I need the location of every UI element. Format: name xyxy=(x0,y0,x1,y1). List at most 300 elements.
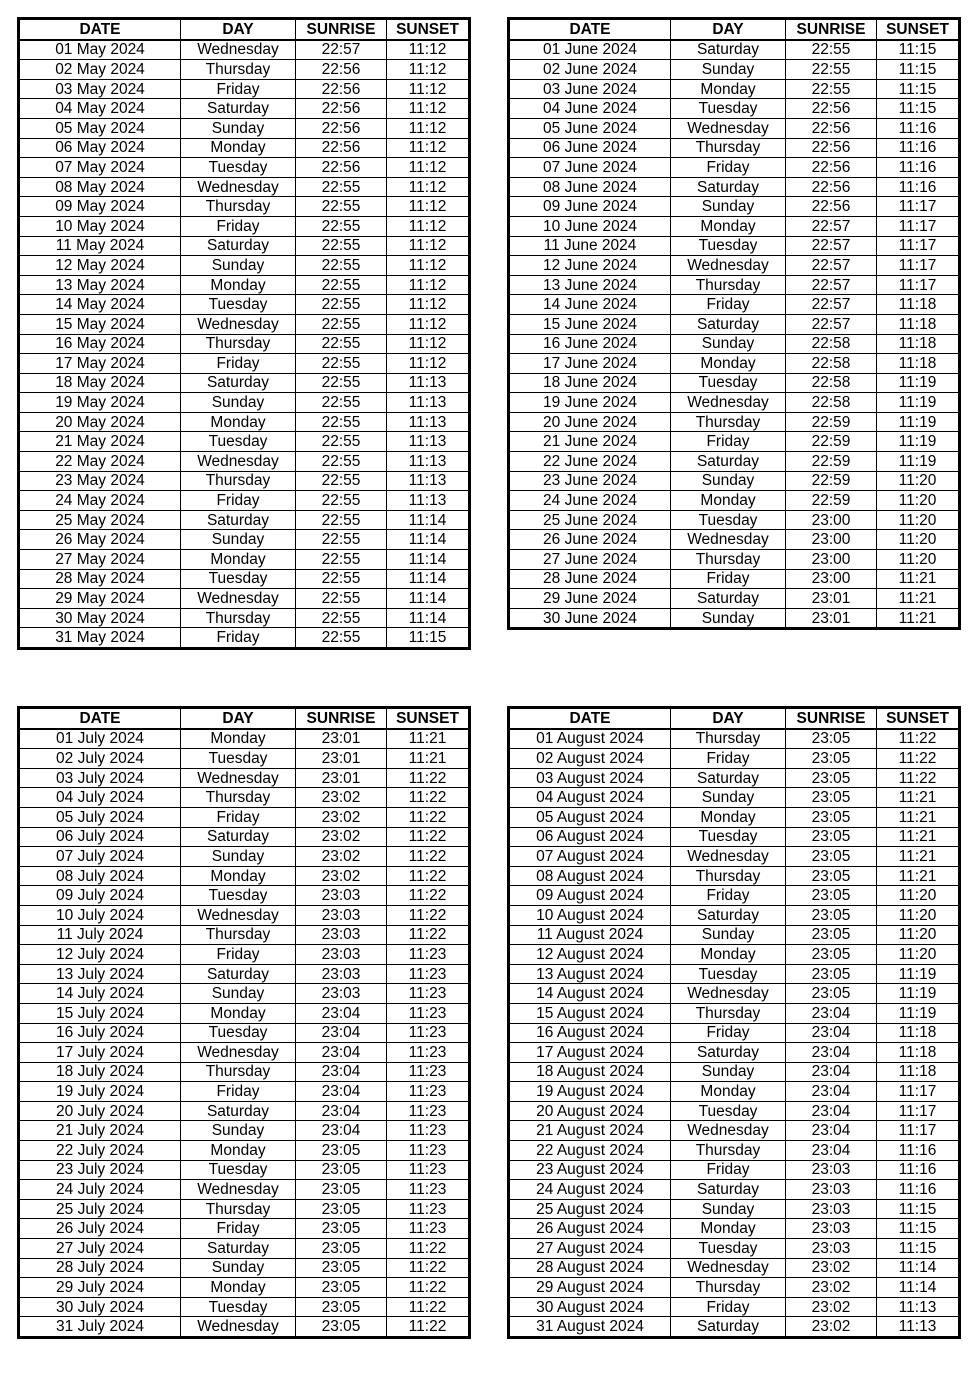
sunrise-cell: 22:55 xyxy=(296,275,387,295)
sunrise-cell: 22:57 xyxy=(786,275,877,295)
table-row xyxy=(509,1278,960,1298)
sunrise-cell: 22:56 xyxy=(786,177,877,197)
sunset-cell: 11:20 xyxy=(877,471,960,491)
day-cell: Monday xyxy=(181,138,296,158)
sunset-cell: 11:13 xyxy=(387,432,470,452)
date-cell: 01 June 2024 xyxy=(509,40,671,60)
sunrise-cell: 22:55 xyxy=(296,216,387,236)
sunset-cell: 11:12 xyxy=(387,236,470,256)
sunrise-cell: 23:04 xyxy=(296,1003,387,1023)
table-row xyxy=(19,569,470,589)
table-row xyxy=(509,256,960,276)
sunrise-cell: 22:59 xyxy=(786,491,877,511)
date-cell: 04 May 2024 xyxy=(19,99,181,119)
table-row xyxy=(509,1239,960,1259)
date-cell: 31 August 2024 xyxy=(509,1317,671,1338)
sunrise-cell: 22:55 xyxy=(296,412,387,432)
table-row xyxy=(19,1239,470,1259)
sunset-cell: 11:12 xyxy=(387,354,470,374)
date-cell: 07 May 2024 xyxy=(19,158,181,178)
sunrise-cell: 22:55 xyxy=(296,354,387,374)
sunset-cell: 11:15 xyxy=(877,1239,960,1259)
date-cell: 19 June 2024 xyxy=(509,393,671,413)
table-row xyxy=(509,354,960,374)
date-cell: 30 August 2024 xyxy=(509,1297,671,1317)
sunset-cell: 11:20 xyxy=(877,905,960,925)
sunrise-cell: 23:04 xyxy=(786,1023,877,1043)
table-row xyxy=(509,1180,960,1200)
sunrise-cell: 23:02 xyxy=(296,807,387,827)
sunset-cell: 11:21 xyxy=(877,569,960,589)
sunset-cell: 11:22 xyxy=(877,768,960,788)
day-cell: Wednesday xyxy=(181,1043,296,1063)
date-cell: 23 July 2024 xyxy=(19,1160,181,1180)
day-cell: Sunday xyxy=(671,471,786,491)
sunrise-cell: 23:02 xyxy=(786,1317,877,1338)
sunset-cell: 11:22 xyxy=(387,905,470,925)
date-cell: 29 August 2024 xyxy=(509,1278,671,1298)
date-cell: 19 August 2024 xyxy=(509,1082,671,1102)
date-cell: 03 August 2024 xyxy=(509,768,671,788)
day-cell: Tuesday xyxy=(181,569,296,589)
table-row xyxy=(19,866,470,886)
table-row xyxy=(509,412,960,432)
date-cell: 15 August 2024 xyxy=(509,1003,671,1023)
date-cell: 11 August 2024 xyxy=(509,925,671,945)
sunset-cell: 11:23 xyxy=(387,1023,470,1043)
sunrise-cell: 23:05 xyxy=(296,1180,387,1200)
sunset-cell: 11:22 xyxy=(387,827,470,847)
table-row xyxy=(19,729,470,749)
date-cell: 09 August 2024 xyxy=(509,886,671,906)
date-cell: 30 July 2024 xyxy=(19,1297,181,1317)
date-cell: 26 May 2024 xyxy=(19,530,181,550)
sunrise-cell: 23:02 xyxy=(296,847,387,867)
table-row xyxy=(509,373,960,393)
table-row xyxy=(509,866,960,886)
sunset-cell: 11:12 xyxy=(387,216,470,236)
date-cell: 06 June 2024 xyxy=(509,138,671,158)
sunrise-cell: 23:00 xyxy=(786,569,877,589)
day-cell: Sunday xyxy=(671,197,786,217)
day-cell: Wednesday xyxy=(671,1258,786,1278)
table-row xyxy=(509,1101,960,1121)
date-cell: 30 May 2024 xyxy=(19,608,181,628)
day-cell: Friday xyxy=(181,79,296,99)
sunset-cell: 11:18 xyxy=(877,295,960,315)
sunset-cell: 11:22 xyxy=(387,1239,470,1259)
sunrise-cell: 22:58 xyxy=(786,373,877,393)
sunrise-cell: 22:56 xyxy=(786,118,877,138)
sunrise-cell: 23:03 xyxy=(296,886,387,906)
sunrise-cell: 22:55 xyxy=(296,177,387,197)
sunrise-cell: 22:55 xyxy=(296,236,387,256)
sunset-cell: 11:22 xyxy=(387,1258,470,1278)
sunset-cell: 11:12 xyxy=(387,177,470,197)
day-cell: Thursday xyxy=(671,1278,786,1298)
table-row xyxy=(509,589,960,609)
sunrise-cell: 22:57 xyxy=(786,295,877,315)
sunrise-cell: 23:04 xyxy=(296,1082,387,1102)
date-cell: 09 July 2024 xyxy=(19,886,181,906)
sunset-cell: 11:23 xyxy=(387,1082,470,1102)
sunrise-cell: 23:03 xyxy=(786,1160,877,1180)
day-cell: Wednesday xyxy=(181,768,296,788)
sunset-cell: 11:13 xyxy=(877,1297,960,1317)
table-row xyxy=(509,886,960,906)
day-cell: Tuesday xyxy=(181,886,296,906)
sunrise-cell: 23:02 xyxy=(296,827,387,847)
sunset-cell: 11:13 xyxy=(387,412,470,432)
table-row xyxy=(19,1180,470,1200)
day-cell: Friday xyxy=(181,945,296,965)
day-cell: Monday xyxy=(671,216,786,236)
day-cell: Monday xyxy=(181,275,296,295)
table-row xyxy=(19,1317,470,1338)
sunset-cell: 11:22 xyxy=(387,788,470,808)
sunrise-cell: 23:05 xyxy=(786,984,877,1004)
table-row xyxy=(509,1317,960,1338)
table-row xyxy=(509,432,960,452)
sunrise-cell: 23:01 xyxy=(296,749,387,769)
date-cell: 12 June 2024 xyxy=(509,256,671,276)
day-cell: Friday xyxy=(671,1160,786,1180)
day-cell: Saturday xyxy=(181,964,296,984)
day-cell: Saturday xyxy=(671,314,786,334)
sunrise-cell: 22:56 xyxy=(296,99,387,119)
sunrise-cell: 23:05 xyxy=(296,1317,387,1338)
table-row xyxy=(509,569,960,589)
day-cell: Wednesday xyxy=(181,589,296,609)
sunrise-cell: 22:55 xyxy=(296,197,387,217)
date-cell: 27 August 2024 xyxy=(509,1239,671,1259)
date-cell: 01 August 2024 xyxy=(509,729,671,749)
day-cell: Tuesday xyxy=(671,373,786,393)
sunrise-cell: 23:05 xyxy=(786,847,877,867)
table-row xyxy=(19,788,470,808)
sunrise-cell: 22:55 xyxy=(296,510,387,530)
table-row xyxy=(19,177,470,197)
table-row xyxy=(19,216,470,236)
sunrise-cell: 22:55 xyxy=(296,471,387,491)
sunset-cell: 11:12 xyxy=(387,40,470,60)
table-row xyxy=(19,354,470,374)
date-cell: 23 August 2024 xyxy=(509,1160,671,1180)
sunrise-cell: 23:03 xyxy=(296,925,387,945)
day-cell: Saturday xyxy=(181,1101,296,1121)
sunrise-cell: 22:56 xyxy=(296,60,387,80)
sunset-cell: 11:21 xyxy=(877,608,960,629)
date-header: DATE xyxy=(19,708,181,729)
table-row xyxy=(19,1082,470,1102)
table-row xyxy=(509,60,960,80)
date-cell: 10 June 2024 xyxy=(509,216,671,236)
table-row xyxy=(19,79,470,99)
sunset-cell: 11:14 xyxy=(387,510,470,530)
sunset-header: SUNSET xyxy=(877,708,960,729)
table-row xyxy=(19,1219,470,1239)
date-cell: 06 May 2024 xyxy=(19,138,181,158)
day-cell: Monday xyxy=(181,1141,296,1161)
day-cell: Monday xyxy=(671,807,786,827)
table-row xyxy=(509,1043,960,1063)
sunrise-cell: 23:05 xyxy=(786,788,877,808)
sunrise-cell: 23:03 xyxy=(296,984,387,1004)
sunset-cell: 11:20 xyxy=(877,886,960,906)
day-cell: Friday xyxy=(181,1082,296,1102)
sunrise-cell: 23:05 xyxy=(786,905,877,925)
sunrise-cell: 23:02 xyxy=(296,788,387,808)
sunrise-cell: 23:04 xyxy=(786,1003,877,1023)
sunrise-cell: 22:57 xyxy=(296,40,387,60)
day-cell: Friday xyxy=(671,432,786,452)
date-cell: 09 June 2024 xyxy=(509,197,671,217)
sunset-cell: 11:16 xyxy=(877,1180,960,1200)
table-row xyxy=(509,608,960,629)
day-cell: Saturday xyxy=(671,1043,786,1063)
sunset-cell: 11:23 xyxy=(387,1003,470,1023)
day-cell: Wednesday xyxy=(181,177,296,197)
day-cell: Thursday xyxy=(181,1062,296,1082)
date-cell: 05 May 2024 xyxy=(19,118,181,138)
date-cell: 28 August 2024 xyxy=(509,1258,671,1278)
sunset-cell: 11:12 xyxy=(387,99,470,119)
day-cell: Monday xyxy=(671,945,786,965)
date-cell: 07 June 2024 xyxy=(509,158,671,178)
date-cell: 06 August 2024 xyxy=(509,827,671,847)
date-cell: 18 June 2024 xyxy=(509,373,671,393)
sunset-cell: 11:13 xyxy=(387,491,470,511)
table-row xyxy=(509,118,960,138)
date-cell: 21 July 2024 xyxy=(19,1121,181,1141)
day-cell: Monday xyxy=(181,550,296,570)
day-cell: Saturday xyxy=(671,1180,786,1200)
date-cell: 16 August 2024 xyxy=(509,1023,671,1043)
day-cell: Saturday xyxy=(671,1317,786,1338)
sunset-cell: 11:12 xyxy=(387,334,470,354)
day-cell: Thursday xyxy=(181,788,296,808)
sunrise-cell: 22:55 xyxy=(296,314,387,334)
sunrise-cell: 23:05 xyxy=(786,768,877,788)
table-row xyxy=(509,236,960,256)
date-cell: 17 August 2024 xyxy=(509,1043,671,1063)
day-cell: Tuesday xyxy=(181,295,296,315)
day-cell: Thursday xyxy=(181,608,296,628)
sunset-cell: 11:22 xyxy=(387,886,470,906)
table-row xyxy=(509,788,960,808)
sunset-cell: 11:16 xyxy=(877,138,960,158)
sunset-cell: 11:12 xyxy=(387,138,470,158)
sunrise-cell: 23:05 xyxy=(786,945,877,965)
table-row xyxy=(19,1023,470,1043)
table-row xyxy=(19,984,470,1004)
day-cell: Friday xyxy=(671,295,786,315)
sunset-cell: 11:14 xyxy=(387,589,470,609)
date-cell: 02 August 2024 xyxy=(509,749,671,769)
day-cell: Saturday xyxy=(181,236,296,256)
table-row xyxy=(509,827,960,847)
day-header: DAY xyxy=(181,708,296,729)
date-cell: 18 August 2024 xyxy=(509,1062,671,1082)
table-row xyxy=(509,1160,960,1180)
day-cell: Tuesday xyxy=(181,1023,296,1043)
sunset-cell: 11:13 xyxy=(877,1317,960,1338)
sunset-cell: 11:19 xyxy=(877,373,960,393)
date-cell: 17 June 2024 xyxy=(509,354,671,374)
sunrise-cell: 22:55 xyxy=(296,373,387,393)
sunset-cell: 11:22 xyxy=(387,1278,470,1298)
sunrise-cell: 23:03 xyxy=(296,964,387,984)
sunrise-cell: 23:04 xyxy=(296,1062,387,1082)
sunrise-cell: 23:04 xyxy=(786,1082,877,1102)
date-cell: 15 May 2024 xyxy=(19,314,181,334)
sunset-cell: 11:13 xyxy=(387,452,470,472)
day-cell: Thursday xyxy=(181,471,296,491)
sunrise-cell: 22:55 xyxy=(786,60,877,80)
sunrise-cell: 22:55 xyxy=(296,334,387,354)
table-row xyxy=(509,158,960,178)
table-row xyxy=(19,530,470,550)
date-cell: 21 August 2024 xyxy=(509,1121,671,1141)
sunrise-cell: 23:05 xyxy=(296,1219,387,1239)
day-cell: Sunday xyxy=(671,60,786,80)
date-cell: 08 July 2024 xyxy=(19,866,181,886)
sunset-cell: 11:12 xyxy=(387,275,470,295)
sunrise-cell: 23:03 xyxy=(296,945,387,965)
sunrise-cell: 23:05 xyxy=(296,1297,387,1317)
date-cell: 03 June 2024 xyxy=(509,79,671,99)
date-cell: 13 May 2024 xyxy=(19,275,181,295)
table-row xyxy=(19,1278,470,1298)
sunset-cell: 11:23 xyxy=(387,1121,470,1141)
date-cell: 01 July 2024 xyxy=(19,729,181,749)
sunrise-header: SUNRISE xyxy=(786,19,877,40)
day-cell: Sunday xyxy=(181,1121,296,1141)
sunrise-cell: 22:57 xyxy=(786,314,877,334)
date-cell: 31 July 2024 xyxy=(19,1317,181,1338)
date-cell: 27 July 2024 xyxy=(19,1239,181,1259)
date-cell: 29 July 2024 xyxy=(19,1278,181,1298)
day-cell: Thursday xyxy=(181,334,296,354)
day-cell: Friday xyxy=(671,569,786,589)
day-cell: Saturday xyxy=(671,452,786,472)
day-cell: Thursday xyxy=(671,550,786,570)
table-row xyxy=(509,491,960,511)
day-cell: Wednesday xyxy=(181,40,296,60)
day-cell: Thursday xyxy=(181,925,296,945)
day-cell: Saturday xyxy=(181,510,296,530)
day-cell: Sunday xyxy=(671,788,786,808)
table-row xyxy=(19,1258,470,1278)
sunset-cell: 11:21 xyxy=(877,827,960,847)
sunrise-cell: 23:05 xyxy=(296,1278,387,1298)
table-row xyxy=(509,1062,960,1082)
day-cell: Wednesday xyxy=(181,1317,296,1338)
day-cell: Friday xyxy=(181,628,296,649)
date-cell: 28 May 2024 xyxy=(19,569,181,589)
sunset-cell: 11:23 xyxy=(387,1180,470,1200)
sunrise-cell: 23:05 xyxy=(786,807,877,827)
sunset-cell: 11:20 xyxy=(877,510,960,530)
day-cell: Monday xyxy=(181,1003,296,1023)
day-cell: Tuesday xyxy=(671,964,786,984)
sunset-cell: 11:15 xyxy=(877,1199,960,1219)
sunrise-cell: 22:59 xyxy=(786,412,877,432)
day-cell: Saturday xyxy=(181,99,296,119)
sunrise-cell: 22:55 xyxy=(296,608,387,628)
sunrise-cell: 23:03 xyxy=(786,1239,877,1259)
table-row xyxy=(509,1003,960,1023)
sunset-cell: 11:23 xyxy=(387,1199,470,1219)
table-row xyxy=(509,510,960,530)
day-cell: Saturday xyxy=(181,1239,296,1259)
sunrise-header: SUNRISE xyxy=(296,19,387,40)
table-row xyxy=(19,1101,470,1121)
day-cell: Thursday xyxy=(181,1199,296,1219)
date-cell: 10 July 2024 xyxy=(19,905,181,925)
date-cell: 08 May 2024 xyxy=(19,177,181,197)
sunset-cell: 11:21 xyxy=(877,807,960,827)
table-row xyxy=(19,1297,470,1317)
day-cell: Sunday xyxy=(671,608,786,629)
sunrise-cell: 23:00 xyxy=(786,550,877,570)
sunrise-cell: 23:04 xyxy=(786,1043,877,1063)
date-cell: 30 June 2024 xyxy=(509,608,671,629)
sunset-cell: 11:14 xyxy=(877,1258,960,1278)
date-cell: 19 July 2024 xyxy=(19,1082,181,1102)
date-cell: 21 May 2024 xyxy=(19,432,181,452)
sunrise-cell: 22:55 xyxy=(296,530,387,550)
table-row xyxy=(19,256,470,276)
sunset-cell: 11:13 xyxy=(387,471,470,491)
table-row xyxy=(509,471,960,491)
date-header: DATE xyxy=(19,19,181,40)
sunset-cell: 11:20 xyxy=(877,491,960,511)
sunrise-cell: 22:55 xyxy=(786,79,877,99)
day-cell: Sunday xyxy=(181,393,296,413)
sunrise-cell: 23:02 xyxy=(296,866,387,886)
date-cell: 19 May 2024 xyxy=(19,393,181,413)
table-row xyxy=(509,177,960,197)
sunrise-cell: 23:05 xyxy=(786,964,877,984)
table-row xyxy=(509,1258,960,1278)
table-row xyxy=(19,807,470,827)
date-cell: 25 July 2024 xyxy=(19,1199,181,1219)
day-cell: Tuesday xyxy=(671,827,786,847)
may-sun-table xyxy=(17,17,471,650)
day-cell: Saturday xyxy=(181,373,296,393)
day-cell: Monday xyxy=(671,1219,786,1239)
table-row xyxy=(19,118,470,138)
sunset-cell: 11:16 xyxy=(877,158,960,178)
sunset-cell: 11:16 xyxy=(877,118,960,138)
sunset-cell: 11:16 xyxy=(877,1141,960,1161)
sunrise-cell: 22:55 xyxy=(296,628,387,649)
date-cell: 12 August 2024 xyxy=(509,945,671,965)
sunset-cell: 11:19 xyxy=(877,412,960,432)
sunset-cell: 11:17 xyxy=(877,275,960,295)
date-cell: 24 August 2024 xyxy=(509,1180,671,1200)
table-row xyxy=(509,216,960,236)
table-row xyxy=(509,314,960,334)
sunrise-cell: 23:05 xyxy=(296,1160,387,1180)
sunset-cell: 11:23 xyxy=(387,1062,470,1082)
date-cell: 16 June 2024 xyxy=(509,334,671,354)
sunset-cell: 11:17 xyxy=(877,256,960,276)
sunset-cell: 11:17 xyxy=(877,197,960,217)
table-row xyxy=(19,768,470,788)
sunset-header: SUNSET xyxy=(387,708,470,729)
